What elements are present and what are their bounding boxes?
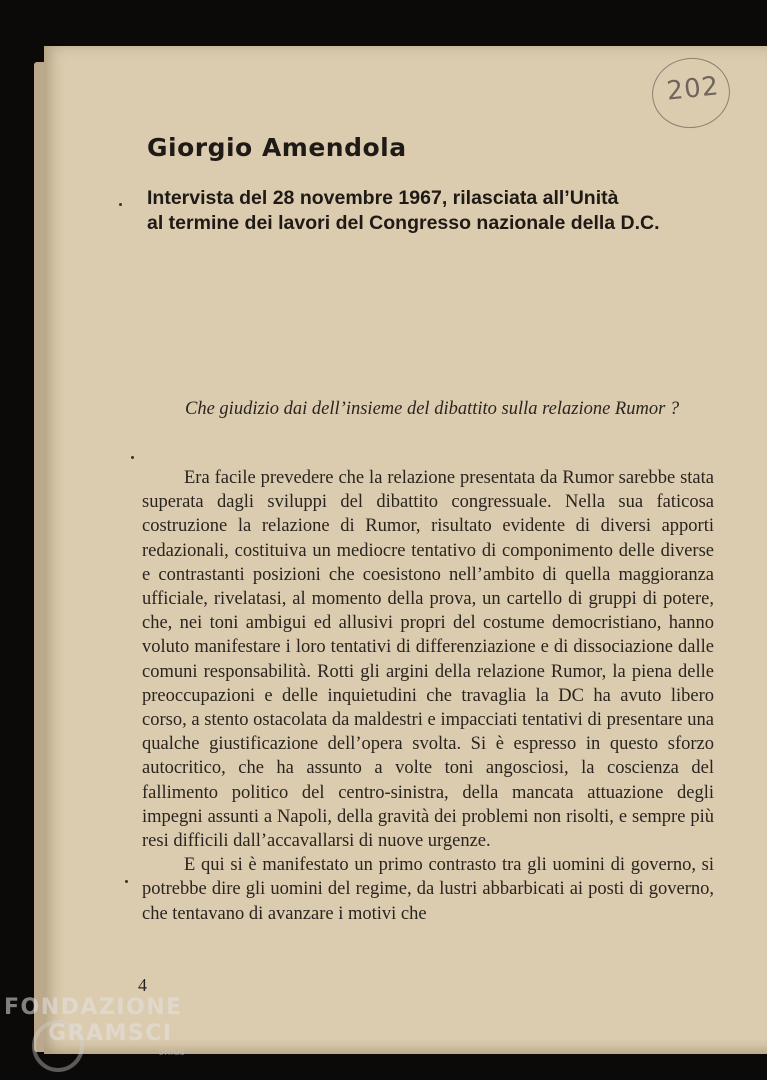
paper-speck xyxy=(131,456,134,459)
paragraph: E qui si è manifestato un primo contrasto tra gli uomini di governo, si potrebbe dire gli uomini del regime, da lustri abbarbicati ai posti di governo, che tentavano di avanzare i motivi che xyxy=(142,855,714,924)
watermark-line: GRAMSCI xyxy=(48,1021,173,1046)
watermark-line: onlus xyxy=(158,1047,185,1058)
paper-speck xyxy=(119,203,122,206)
answer-body xyxy=(142,466,714,926)
author-heading: Giorgio Amendola xyxy=(147,133,407,162)
subtitle-line: al termine dei lavori del Congresso nazionale della D.C. xyxy=(147,212,660,234)
watermark-line: FONDAZIONE xyxy=(4,995,183,1020)
paper-speck xyxy=(125,880,128,883)
paragraph: Era facile prevedere che la relazione presentata da Rumor sarebbe stata superata dagli sviluppi del dibattito congressuale. Nella sua faticosa costruzione la relazione di Rumor, risultato evidente di diversi apporti redazionali, costituiva un mediocre tentativo di componimento delle diverse e contrastanti posizioni che coesistono nell’ambito di quella maggioranza ufficiale, rivelatasi, al momento della prova, un cartello di gruppi di potere, che, nei toni ambigui ed allusivi propri del costume democristiano, hanno voluto manifestare i loro tentativi di differenziazione e di dissociazione dalle comuni responsabilità. Rotti gli argini della relazione Rumor, la piena delle preoccupazioni e delle inquietudini che travaglia la DC ha avuto libero corso, a stento ostacolata da maldestri e impacciati tentativi di presentare una qualche giustificazione dell’opera svolta. Si è espresso in questo sforzo autocritico, che ha assunto a volte toni angosciosi, la coscienza del fallimento politico del centro-sinistra, della mancata attuazione degli impegni assunti a Napoli, della gravità dei problemi non risolti, e sempre più resi difficili dall’accavallarsi di nuove urgenze. xyxy=(142,468,714,852)
archive-watermark xyxy=(4,995,185,1059)
interview-subtitle xyxy=(147,186,737,236)
question-text: Che giudizio dai dell’insieme del dibattito sulla relazione Rumor ? xyxy=(185,399,680,419)
interview-question xyxy=(145,397,713,421)
folio-page-number: 4 xyxy=(138,975,147,995)
handwritten-page-number: 202 xyxy=(665,71,721,107)
subtitle-line: Intervista del 28 novembre 1967, rilasciata all’Unità xyxy=(147,187,619,209)
